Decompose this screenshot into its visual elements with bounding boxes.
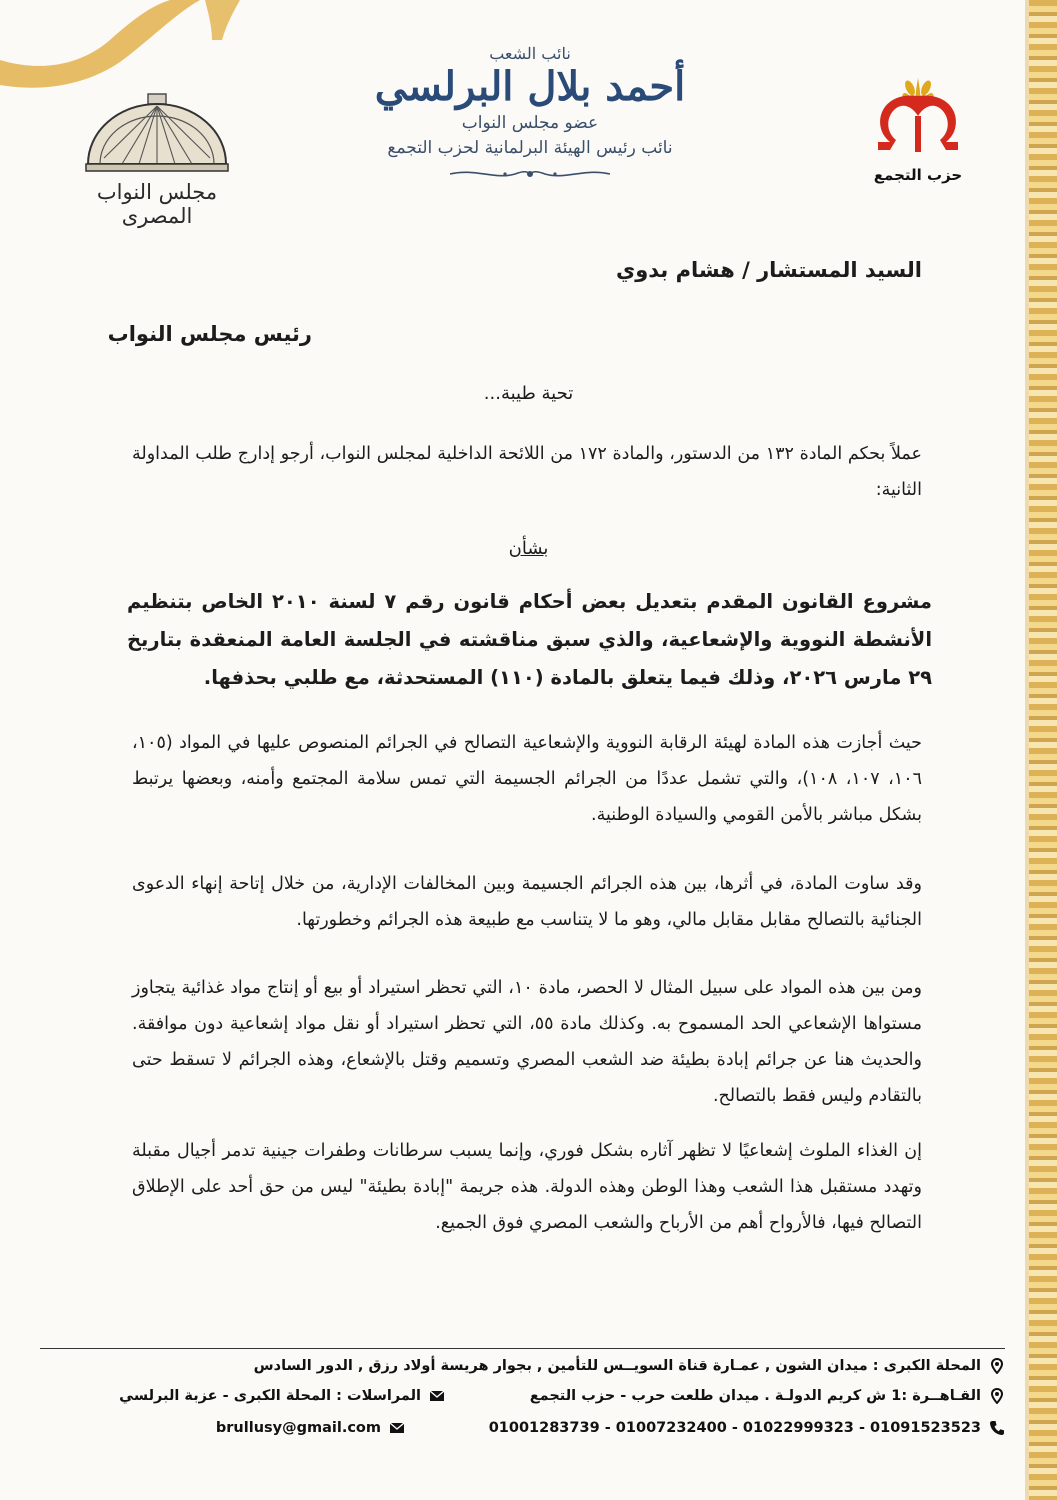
- decorative-pharaonic-border: [1029, 0, 1057, 1500]
- body-paragraph-1: حيث أجازت هذه المادة لهيئة الرقابة النووية والإشعاعية التصالح في الجرائم المنصوص عليها في المواد (١٠٥، ١٠٦، ١٠٧، ١٠٨)، والتي تشمل عددًا من الجرائم الجسيمة التي تمس سلامة المجتمع وأمنه، وبعضها يرتبط بشكل مباشر بالأمن القومي والسيادة الوطنية.: [132, 733, 922, 825]
- mp-title: نائب الشعب: [489, 44, 571, 63]
- envelope-icon: [389, 1420, 405, 1436]
- footer-correspondence: [119, 1388, 445, 1404]
- parliament-logo: [62, 92, 252, 228]
- decorative-corner-swirl: [0, 0, 260, 95]
- phone-icon: [989, 1420, 1005, 1436]
- party-emblem-icon: [870, 72, 966, 160]
- footer-address-mahalla-text: المحلة الكبرى : ميدان الشون , عمـارة قناة السويــس للتأمين , بجوار هريسة أولاد رزق , الدور السادس: [253, 1358, 981, 1374]
- addressee-title: رئيس مجلس النواب: [107, 322, 312, 346]
- footer-address-cairo-text: القـاهــرة :1 ش كريم الدولـة . ميدان طلعت حرب - حزب التجمع: [529, 1388, 981, 1404]
- footer-phones-text: 01091523523 - 01022999323 - 01007232400 - 01001283739: [488, 1420, 981, 1436]
- party-logo: [858, 72, 978, 184]
- flourish-ornament: [445, 166, 615, 182]
- footer-correspondence-text: المراسلات : المحلة الكبرى - عزبة البرلسي: [119, 1388, 421, 1404]
- subject-heading: بشأن: [508, 538, 549, 559]
- greeting: تحية طيبة...: [483, 383, 574, 404]
- parliament-logo-label: مجلس النواب المصرى: [96, 180, 218, 228]
- mp-role-deputy: نائب رئيس الهيئة البرلمانية لحزب التجمع: [387, 137, 673, 158]
- envelope-icon: [429, 1388, 445, 1404]
- mp-role-member: عضو مجلس النواب: [461, 113, 599, 133]
- body-paragraph-2: وقد ساوت المادة، في أثرها، بين هذه الجرائم الجسيمة وبين المخالفات الإدارية، من خلال إتاحة إنهاء الدعوى الجنائية بالتصالح مقابل مقابل مالي، وهو ما لا يتناسب مع طبيعة هذه الجرائم وخطورتها.: [132, 874, 922, 930]
- subject-text: مشروع القانون المقدم بتعديل بعض أحكام قانون رقم ٧ لسنة ٢٠١٠ الخاص بتنظيم الأنشطة النووية والإشعاعية، والذي سبق مناقشته في الجلسة العامة المنعقدة بتاريخ ٢٩ مارس ٢٠٢٦، وذلك فيما يتعلق بالمادة (١١٠) المستحدثة، مع طلبي بحذفها.: [127, 590, 932, 689]
- footer-divider: [40, 1348, 1005, 1349]
- footer-email[interactable]: [216, 1420, 405, 1436]
- party-logo-label: حزب التجمع: [873, 166, 963, 184]
- body-paragraph-4: إن الغذاء الملوث إشعاعيًا لا تظهر آثاره بشكل فوري، وإنما يسبب سرطانات وطفرات جينية تدمر أجيال مقبلة وتهدد مستقبل هذا الشعب وهذا الوطن وهذه الدولة. هذه جريمة "إبادة بطيئة" ليس من حق أحد على الإطلاق التصالح فيها، فالأرواح أهم من الأرباح والشعب المصري فوق الجميع.: [132, 1141, 922, 1233]
- mp-name: أحمد بلال البرلسي: [374, 63, 686, 110]
- addressee: السيد المستشار / هشام بدوي: [615, 258, 922, 282]
- footer-address-mahalla: [254, 1358, 1005, 1374]
- footer-address-cairo: [530, 1388, 1005, 1404]
- location-pin-icon: [989, 1358, 1005, 1374]
- parliament-dome-icon: [82, 92, 232, 174]
- intro-paragraph: عملاً بحكم المادة ١٣٢ من الدستور، والمادة ١٧٢ من اللائحة الداخلية لمجلس النواب، أرجو إدارج طلب المداولة الثانية:: [132, 444, 922, 500]
- footer-email-text[interactable]: brullusy@gmail.com: [215, 1420, 381, 1436]
- location-pin-icon: [989, 1388, 1005, 1404]
- letterhead: [340, 44, 720, 182]
- footer-phones: [489, 1420, 1005, 1436]
- body-paragraph-3: ومن بين هذه المواد على سبيل المثال لا الحصر، مادة ١٠، التي تحظر استيراد أو بيع أو إنتاج مواد غذائية يتجاوز مستواها الإشعاعي الحد المسموح به. وكذلك مادة ٥٥، التي تحظر استيراد أو نقل مواد إشعاعية دون موافقة. والحديث هنا عن جرائم إبادة بطيئة ضد الشعب المصري وتسميم وقتل بالإشعاع، وهذه الجرائم لا تسقط حتى بالتقادم وليس فقط بالتصالح.: [132, 978, 923, 1106]
